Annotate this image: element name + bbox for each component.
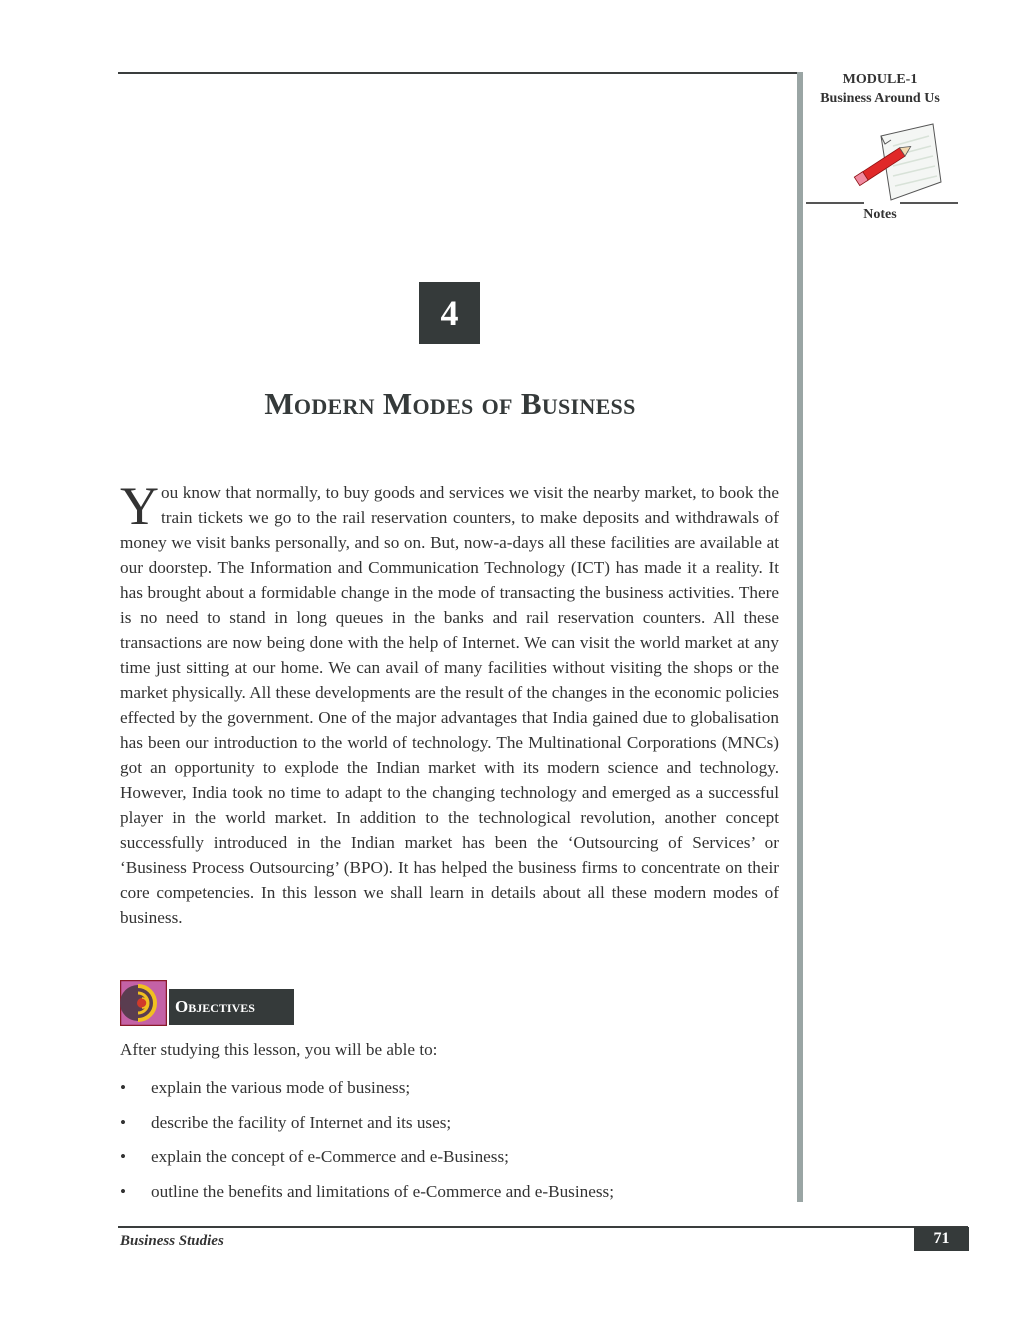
chapter-number: 4: [419, 282, 480, 344]
bullet: •: [120, 1078, 127, 1097]
intro-paragraph: [120, 476, 779, 930]
objectives-intro: After studying this lesson, you will be able to:: [120, 1040, 438, 1059]
notes-rule-right: [900, 202, 958, 204]
chapter-title: Modern Modes of Business: [264, 386, 636, 421]
list-item: • explain the various mode of business;: [120, 1075, 614, 1110]
list-item: • describe the facility of Internet and its uses;: [120, 1110, 614, 1145]
notes-pencil-icon: [845, 122, 945, 204]
module-number: MODULE-1: [842, 72, 918, 87]
bullet: •: [120, 1112, 127, 1132]
list-item: • outline the benefits and limitations of e-Commerce and e-Business;: [120, 1179, 614, 1214]
list-item: • explain the concept of e-Commerce and e-Business;: [120, 1144, 614, 1179]
module-header: [805, 70, 955, 108]
notes-label: Notes: [863, 207, 897, 222]
module-title: Business Around Us: [820, 91, 940, 106]
bullet: •: [120, 1181, 127, 1201]
bottom-rule: [118, 1226, 968, 1228]
page-number: 71: [914, 1227, 969, 1251]
margin-bar: [797, 72, 803, 1202]
bullet: •: [120, 1147, 127, 1166]
intro-text: ou know that normally, to buy goods and services we visit the nearby market, to book the train tickets we go to the rail reservation counters, to make deposits and withdrawals of money we visit banks personally, and so on. But, now-a-days all these facilities are available at our doorstep. The Information and Communication Technology (ICT) has made it a reality. It has brought about a formidable change in the mode of transacting the business activities. There is no need to stand in long queues in the banks and rail reservation counters. All these transactions are now being done with the help of Internet. We can visit the world market at any time just sitting at our home. We can avail of many facilities without visiting the shops or the market physically. All these developments are the result of the changes in the economic policies effected by the government. One of the major advantages that India gained due to globalisation has been our introduction to the world of technology. The Multinational Corporations (MNCs) got an opportunity to explode the Indian market with its modern science and technology. However, India took no time to adapt to the changing technology and emerged as a successful player in the world market. In addition to the technological revolution, another concept successfully introduced in the Indian market has been the ‘Outsourcing of Services’ or ‘Business Process Outsourcing’ (BPO). It has helped the business firms to concentrate on their core competencies. In this lesson we shall learn in details about all these modern modes of business.: [120, 483, 779, 927]
notes-rule-left: [806, 202, 864, 204]
objectives-heading: Objectives: [169, 989, 294, 1025]
target-icon: [120, 980, 167, 1026]
objectives-list: [120, 1075, 614, 1213]
top-rule: [118, 72, 802, 74]
drop-cap: Y: [120, 476, 159, 536]
footer-book-title: Business Studies: [120, 1233, 224, 1249]
